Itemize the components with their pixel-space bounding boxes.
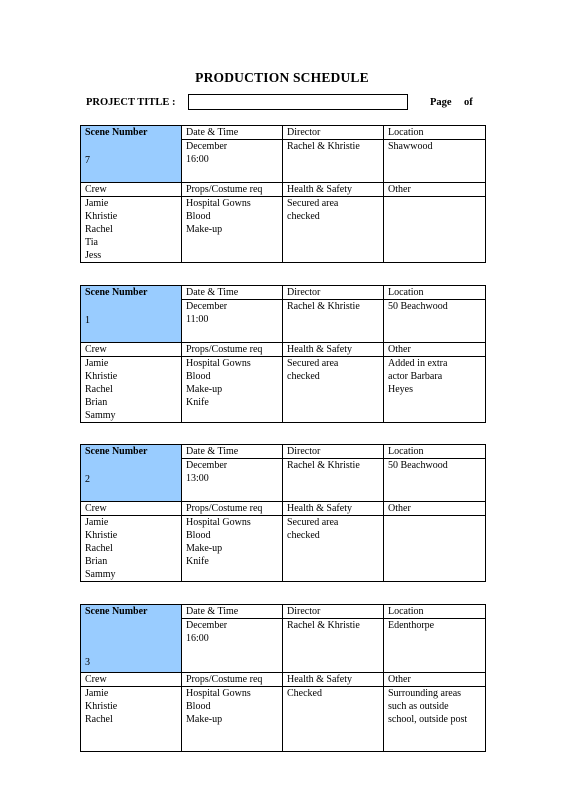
scene-number-cell	[81, 619, 182, 673]
crew-cell: Jamie Khristie Rachel Brian Sammy	[81, 357, 182, 423]
date-time-cell: December 16:00	[182, 619, 283, 673]
location-header: Location	[384, 286, 486, 300]
location-cell: 50 Beachwood	[384, 300, 486, 343]
scene-number-value: 7	[85, 155, 90, 167]
health-safety-header: Health & Safety	[283, 673, 384, 687]
date-time-header: Date & Time	[182, 286, 283, 300]
health-safety-cell: Checked	[283, 687, 384, 752]
other-cell: Added in extra actor Barbara Heyes	[384, 357, 486, 423]
director-cell: Rachel & Khristie	[283, 459, 384, 502]
props-cell: Hospital Gowns Blood Make-up	[182, 687, 283, 752]
project-title-label: PROJECT TITLE :	[86, 97, 176, 108]
crew-cell: Jamie Khristie Rachel Brian Sammy	[81, 516, 182, 582]
health-safety-cell: Secured area checked	[283, 197, 384, 263]
scene-number-cell	[81, 140, 182, 183]
crew-header: Crew	[81, 343, 182, 357]
date-time-cell: December 11:00	[182, 300, 283, 343]
props-cell: Hospital Gowns Blood Make-up Knife	[182, 516, 283, 582]
page-label: Page	[430, 97, 452, 108]
director-cell: Rachel & Khristie	[283, 619, 384, 673]
project-title-row	[86, 94, 486, 112]
other-header: Other	[384, 673, 486, 687]
props-header: Props/Costume req	[182, 343, 283, 357]
scene-table	[80, 285, 486, 423]
scene-number-cell	[81, 300, 182, 343]
crew-cell: Jamie Khristie Rachel Tia Jess	[81, 197, 182, 263]
scene-number-cell	[81, 459, 182, 502]
project-title-field[interactable]	[188, 94, 408, 110]
director-cell: Rachel & Khristie	[283, 300, 384, 343]
scene-number-header: Scene Number	[81, 286, 182, 300]
props-cell: Hospital Gowns Blood Make-up	[182, 197, 283, 263]
other-cell	[384, 516, 486, 582]
props-header: Props/Costume req	[182, 183, 283, 197]
director-cell: Rachel & Khristie	[283, 140, 384, 183]
document-title: PRODUCTION SCHEDULE	[195, 70, 369, 85]
other-header: Other	[384, 502, 486, 516]
of-label: of	[464, 97, 473, 108]
health-safety-header: Health & Safety	[283, 343, 384, 357]
scene-number-value: 1	[85, 315, 90, 327]
date-time-header: Date & Time	[182, 605, 283, 619]
props-cell: Hospital Gowns Blood Make-up Knife	[182, 357, 283, 423]
date-time-header: Date & Time	[182, 126, 283, 140]
scene-number-value: 2	[85, 474, 90, 486]
scene-number-header: Scene Number	[81, 605, 182, 619]
other-cell	[384, 197, 486, 263]
other-header: Other	[384, 183, 486, 197]
location-header: Location	[384, 445, 486, 459]
props-header: Props/Costume req	[182, 502, 283, 516]
other-header: Other	[384, 343, 486, 357]
scene-number-header: Scene Number	[81, 126, 182, 140]
date-time-cell: December 13:00	[182, 459, 283, 502]
date-time-header: Date & Time	[182, 445, 283, 459]
location-cell: 50 Beachwood	[384, 459, 486, 502]
other-cell: Surrounding areas such as outside school, outside post	[384, 687, 486, 752]
director-header: Director	[283, 605, 384, 619]
health-safety-cell: Secured area checked	[283, 357, 384, 423]
crew-header: Crew	[81, 183, 182, 197]
crew-cell: Jamie Khristie Rachel	[81, 687, 182, 752]
location-cell: Shawwood	[384, 140, 486, 183]
crew-header: Crew	[81, 673, 182, 687]
scene-table	[80, 604, 486, 752]
director-header: Director	[283, 286, 384, 300]
scene-number-value: 3	[85, 657, 90, 668]
location-header: Location	[384, 126, 486, 140]
scene-number-header: Scene Number	[81, 445, 182, 459]
director-header: Director	[283, 126, 384, 140]
location-cell: Edenthorpe	[384, 619, 486, 673]
props-header: Props/Costume req	[182, 673, 283, 687]
location-header: Location	[384, 605, 486, 619]
health-safety-header: Health & Safety	[283, 502, 384, 516]
health-safety-cell: Secured area checked	[283, 516, 384, 582]
crew-header: Crew	[81, 502, 182, 516]
scene-table	[80, 444, 486, 582]
date-time-cell: December 16:00	[182, 140, 283, 183]
scene-table	[80, 125, 486, 263]
health-safety-header: Health & Safety	[283, 183, 384, 197]
director-header: Director	[283, 445, 384, 459]
